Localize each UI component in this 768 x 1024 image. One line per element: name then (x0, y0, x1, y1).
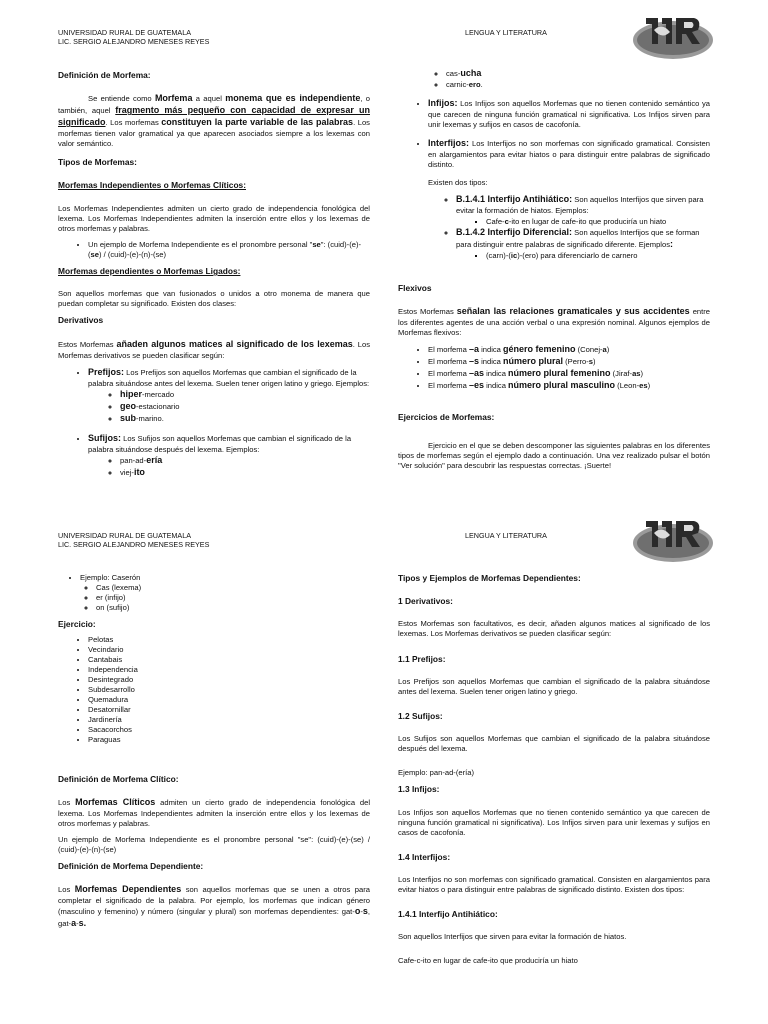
independent-title: Morfemas Independientes o Morfemas Clíticos: (58, 180, 247, 191)
text-run: Morfemas Dependientes (74, 884, 182, 895)
university-logo-icon (632, 513, 714, 563)
text-run: s. (78, 918, 87, 929)
prefix-label: Prefijos: (88, 366, 125, 377)
differential-label: B.1.4.2 Interfijo Diferencial: (456, 226, 573, 237)
interfix-label: Interfijos: (428, 138, 470, 149)
text-run: género femenino (503, 343, 576, 354)
text-run: as (632, 368, 641, 378)
page-1 (0, 0, 768, 503)
antihiatic-section-text: Son aquellos Interfijos que sirven para evitar la formación de hiatos. (398, 932, 627, 942)
page-2-left-column (58, 573, 370, 936)
text-run: –as (468, 367, 484, 378)
independent-paragraph: Los Morfemas Independientes admiten un cierto grado de independencia fonológica del lexema. Los Morfemas Independientes admiten la inserción entre ellos y los lexemas de otros morfemas y palabras. (58, 203, 370, 233)
text-run: ic (510, 250, 518, 260)
text-run: Cafe- (486, 216, 505, 226)
clitic-example: Un ejemplo de Morfema Independiente es el pronombre personal "se": (cuid)-(e)-(se) / (cuid)-(e)-(n)-(se) (58, 834, 370, 854)
text-run: (Conej- (575, 344, 603, 354)
list-item (486, 251, 710, 261)
suffix-label: Sufijos: (88, 432, 121, 443)
list-item (88, 367, 370, 425)
suffix-examples (88, 455, 370, 479)
text-run: admiten un cierto grado de independencia fonológica del lexema. Los Morfemas Independientes admiten la inserción entre ellos y los lexemas de otros morfemas y palabras. (58, 797, 371, 828)
text-run: . (480, 79, 483, 89)
text-run: –s (468, 355, 479, 366)
exercises-paragraph: Ejercicio en el que se deben descomponer las siguientes palabras en los diferentes tipos de morfemas según el ejemplo dado a continuación. Una vez realizado pulsar el botón "Ver solución" para descubrir las respuestas correctas. ¡Suerte! (398, 441, 710, 471)
derivative-title: Derivativos (58, 315, 104, 326)
infix-list (398, 98, 710, 170)
text-run: añaden algunos matices al significado de los lexemas (116, 338, 353, 349)
exercise-title: Ejercicio: (58, 619, 96, 630)
text-run: número plural (503, 355, 564, 366)
list-item: ◦ er (infijo) (96, 593, 370, 603)
dependent-title: Morfemas dependientes o Morfemas Ligados: (58, 266, 241, 277)
text-run: . Los Morfemas derivativos se pueden clasificar según: (58, 339, 370, 360)
suffix-section-text: Los Sufijos son aquellos Morfemas que cambian el significado de la palabra situándose después del lexema. (398, 734, 710, 754)
list-item: • Sacacorchos (88, 725, 370, 735)
text-run: El morfema (428, 356, 469, 366)
suffix-examples-continued (398, 68, 710, 90)
antihiatic-section-example: Cafe-c-ito en lugar de cafe-ito que produciría un hiato (398, 956, 578, 966)
university-name: UNIVERSIDAD RURAL DE GUATEMALA (58, 28, 191, 37)
dependent-definition-paragraph (58, 884, 370, 930)
list-item: • Desintegrado (88, 675, 370, 685)
text-run: s (588, 356, 594, 366)
derivatives-section-text: Estos Morfemas son facultativos, es decir, añaden algunos matices al significado de los lexemas. Los Morfemas derivativos se pueden clasificar según: (398, 619, 710, 639)
text-run: Se entiende como (88, 94, 155, 104)
exercises-title: Ejercicios de Morfemas: (398, 411, 495, 422)
text-run: sub (120, 412, 137, 423)
list-item: • Cantabais (88, 655, 370, 665)
list-item (88, 240, 370, 260)
page-1-right-column (398, 68, 710, 477)
text-run: –es (468, 379, 484, 390)
text-run: indica (478, 344, 504, 354)
antihiatic-text: Son aquellos Interfijos que sirven para evitar la formación de hiatos. Ejemplos: (456, 195, 704, 216)
text-run: cas- (446, 69, 461, 78)
text-run: (Jiraf- (610, 368, 633, 378)
text-run: El morfema (428, 368, 469, 378)
list-item: • Desatornillar (88, 705, 370, 715)
text-run: ) (593, 356, 596, 366)
text-run: (carn)-( (486, 250, 511, 260)
text-run: entre los diferentes agentes de una acción verbal o una expresión nominal. Algunos ejemplos de Morfemas flexivos: (398, 306, 711, 337)
text-run: (Leon- (615, 380, 640, 390)
text-run: carnic- (446, 79, 469, 89)
text-run: -mercado (142, 389, 175, 399)
text-run: -estacionario (136, 401, 180, 411)
list-item (88, 433, 370, 479)
text-run: constituyen la parte variable de las palabras (161, 117, 354, 128)
text-run: a aquel (192, 94, 226, 104)
list-item: • Quemadura (88, 695, 370, 705)
text-run: se (312, 239, 321, 249)
two-types-text: Existen dos tipos: (428, 178, 488, 188)
text-run: : (670, 238, 674, 249)
text-run: geo (120, 400, 137, 411)
text-run: hiper (120, 388, 143, 399)
text-run: ) / (cuid)-(e)-(n)-(se) (98, 249, 167, 259)
clitic-title: Definición de Morfema Clítico: (58, 773, 179, 784)
list-item: • Pelotas (88, 635, 370, 645)
text-run: viej- (120, 467, 134, 477)
text-run: - (76, 919, 79, 929)
text-run: El morfema (428, 380, 469, 390)
list-item: • Subdesarrollo (88, 685, 370, 695)
differential-text: Son aquellos Interfijos que se forman para distinguir entre palabras de significado diferente. Ejemplos (456, 227, 700, 249)
flexive-title: Flexivos (398, 282, 432, 293)
text-run: indica (483, 368, 509, 378)
text-run: ) (606, 344, 610, 354)
definition-paragraph (58, 93, 370, 149)
flexive-paragraph (398, 306, 710, 338)
header-left (58, 531, 209, 550)
example-caseron: Ejemplo: Caserón (80, 573, 141, 582)
text-run: c (504, 216, 509, 226)
list-item (486, 217, 710, 227)
text-run: -marino. (136, 413, 164, 423)
list-item (456, 194, 710, 226)
text-run: Los (58, 885, 75, 895)
text-run: ) (647, 380, 651, 390)
interfix-section-text: Los Interfijos no son morfemas con significado gramatical. Consisten en alargamientos para evitar hiatos o para distinguir entre palabras de significado distinto. Existen dos tipos: (398, 874, 710, 895)
infix-label: Infijos: (428, 98, 458, 109)
antihiatic-section-title: 1.4.1 Interfijo Antihiático: (398, 909, 498, 920)
infix-text: Los Infijos son aquellos Morfemas que no tienen contenido semántico ya que carecen de ninguna función gramatical ni significativa. Los Infijos sirven para unir lexemas y sufijos en casos de cacofonía. (428, 99, 710, 130)
prefix-text: Los Prefijos son aquellos Morfemas que cambian el significado de la palabra situándose antes del lexema. Suelen tener origen latino y griego. Ejemplos: (88, 367, 370, 388)
derivative-paragraph (58, 339, 370, 361)
page-2-right-column (398, 573, 710, 973)
derivatives-section-title: 1 Derivativos: (398, 596, 453, 607)
text-run: a (602, 344, 607, 354)
example-parts (80, 583, 370, 613)
list-item (120, 413, 370, 425)
infix-section-text: Los Infijos son aquellos Morfemas que no tienen contenido semántico ya que carecen de ninguna función gramatical ni significativa). Los Infijos sirven para unir lexemas y sufijos en casos de cacofonía. (398, 807, 710, 837)
text-run: ucha (460, 68, 482, 78)
teacher-name: LIC. SERGIO ALEJANDRO MENESES REYES (58, 37, 210, 47)
text-run: El morfema (428, 344, 469, 354)
text-run: , o también, aquel (58, 94, 370, 116)
list-item: ◦ on (sufijo) (96, 603, 370, 613)
list-item (456, 227, 710, 261)
text-run: número plural masculino (508, 379, 616, 390)
dependent-paragraph: Son aquellos morfemas que van fusionados o unidos a otro monema de manera que puedan completar su significado. Existen dos clases: (58, 289, 370, 309)
list-item (428, 138, 710, 170)
text-run: Estos Morfemas (398, 306, 457, 316)
list-item (428, 344, 710, 356)
infix-section-title: 1.3 Infijos: (398, 784, 440, 795)
prefix-section-title: 1.1 Prefijos: (398, 653, 446, 664)
clitic-paragraph (58, 797, 370, 829)
text-run: monema que es independiente (225, 93, 361, 104)
list-item: ◦ Cas (lexema) (96, 583, 370, 593)
antihiatic-examples (456, 217, 710, 227)
definition-title: Definición de Morfema: (58, 70, 151, 80)
text-run: es (639, 380, 648, 390)
text-run: (Perro- (563, 356, 589, 366)
teacher-name: LIC. SERGIO ALEJANDRO MENESES REYES (58, 540, 210, 550)
text-run: a (71, 918, 77, 929)
list-item: • Vecindario (88, 645, 370, 655)
university-name: UNIVERSIDAD RURAL DE GUATEMALA (58, 531, 191, 540)
dependent-definition-title: Definición de Morfema Dependiente: (58, 861, 204, 872)
suffix-text: Los Sufijos son aquellos Morfemas que cambian el significado de la palabra situándose después del lexema. Ejemplos: (88, 433, 352, 454)
text-run: son aquellos morfemas que se unen a otros para completar el significado de la palabra. Por ejemplo, los morfemas que indican género (masculino y femenino) y número (singular y plural) son morfemas dependientes: gat- (58, 885, 370, 917)
independent-example-list (58, 240, 370, 260)
text-run: pan-ad- (120, 455, 147, 465)
interfix-types (398, 194, 710, 260)
page-2 (0, 503, 768, 1024)
text-run: Morfemas Clíticos (75, 796, 156, 807)
interfix-text: Los Interfijos no son morfemas con significado gramatical. Consisten en alargamientos para evitar hiatos o para distinguir entre palabras de significado distinto. (428, 139, 710, 170)
text-run: Un ejemplo de Morfema Independiente es el pronombre personal " (88, 239, 313, 249)
text-run: –a (468, 343, 479, 354)
prefix-section-text: Los Prefijos son aquellos Morfemas que cambian el significado de la palabra situándose antes del lexema. Suelen tener origen latino y griego. (398, 676, 710, 696)
list-item (446, 68, 710, 80)
list-item (120, 455, 370, 467)
list-item (428, 98, 710, 130)
header-left (58, 28, 209, 47)
list-item (120, 401, 370, 413)
list-item (428, 356, 710, 368)
text-run: se (90, 249, 99, 259)
text-run: ito (133, 466, 145, 477)
types-title: Tipos de Morfemas: (58, 157, 137, 168)
derivative-list (58, 367, 370, 479)
text-run: señalan las relaciones gramaticales y sus accidentes (456, 305, 690, 316)
suffix-section-title: 1.2 Sufijos: (398, 710, 443, 721)
text-run: indica (483, 380, 509, 390)
text-run: fragmento más pequeño con capacidad de expresar un significado (58, 105, 370, 128)
text-run: , gat- (58, 907, 370, 929)
interfix-section-title: 1.4 Interfijos: (398, 851, 451, 862)
subject-name: LENGUA Y LITERATURA (465, 28, 547, 37)
text-run: Morfema (154, 93, 193, 104)
list-item (428, 368, 710, 380)
list-item: • Independencia (88, 665, 370, 675)
dependent-types-title: Tipos y Ejemplos de Morfemas Dependientes: (398, 573, 581, 583)
text-run: indica (478, 356, 504, 366)
list-item (428, 380, 710, 392)
list-item: • Jardinería (88, 715, 370, 725)
example-list (58, 573, 370, 613)
text-run: ería (146, 454, 163, 465)
text-run: Estos Morfemas (58, 339, 117, 349)
page-1-left-column (58, 70, 370, 485)
text-run: s (362, 906, 368, 917)
differential-examples (456, 251, 710, 261)
flexive-list (398, 344, 710, 392)
subject-name: LENGUA Y LITERATURA (465, 531, 547, 540)
text-run: número plural femenino (508, 367, 611, 378)
exercise-word-list (58, 635, 370, 746)
suffix-section-example: Ejemplo: pan-ad-(ería) (398, 768, 474, 778)
list-item (120, 467, 370, 479)
prefix-examples (88, 389, 370, 425)
antihiatic-label: B.1.4.1 Interfijo Antihiático: (456, 194, 573, 205)
list-item (80, 573, 370, 613)
text-run: ero (468, 79, 481, 89)
text-run: . Los morfemas (105, 118, 162, 128)
list-item (446, 80, 710, 90)
list-item: • Paraguas (88, 735, 370, 745)
text-run: - (360, 907, 363, 917)
university-logo-icon (632, 10, 714, 60)
text-run: -ito en lugar de cafe-ito que produciría un hiato (508, 216, 667, 226)
text-run: . Los morfemas tienen valor gramatical ya que aparecen asociados siempre a los lexemas con valor semántico. (58, 118, 370, 149)
text-run: )-(ero) para diferenciarlo de carnero (517, 250, 638, 260)
text-run: ": (cuid)-(e)-( (88, 239, 362, 259)
list-item (120, 389, 370, 401)
text-run: ) (640, 368, 644, 378)
text-run: Los (58, 797, 76, 807)
text-run: o (354, 906, 361, 917)
